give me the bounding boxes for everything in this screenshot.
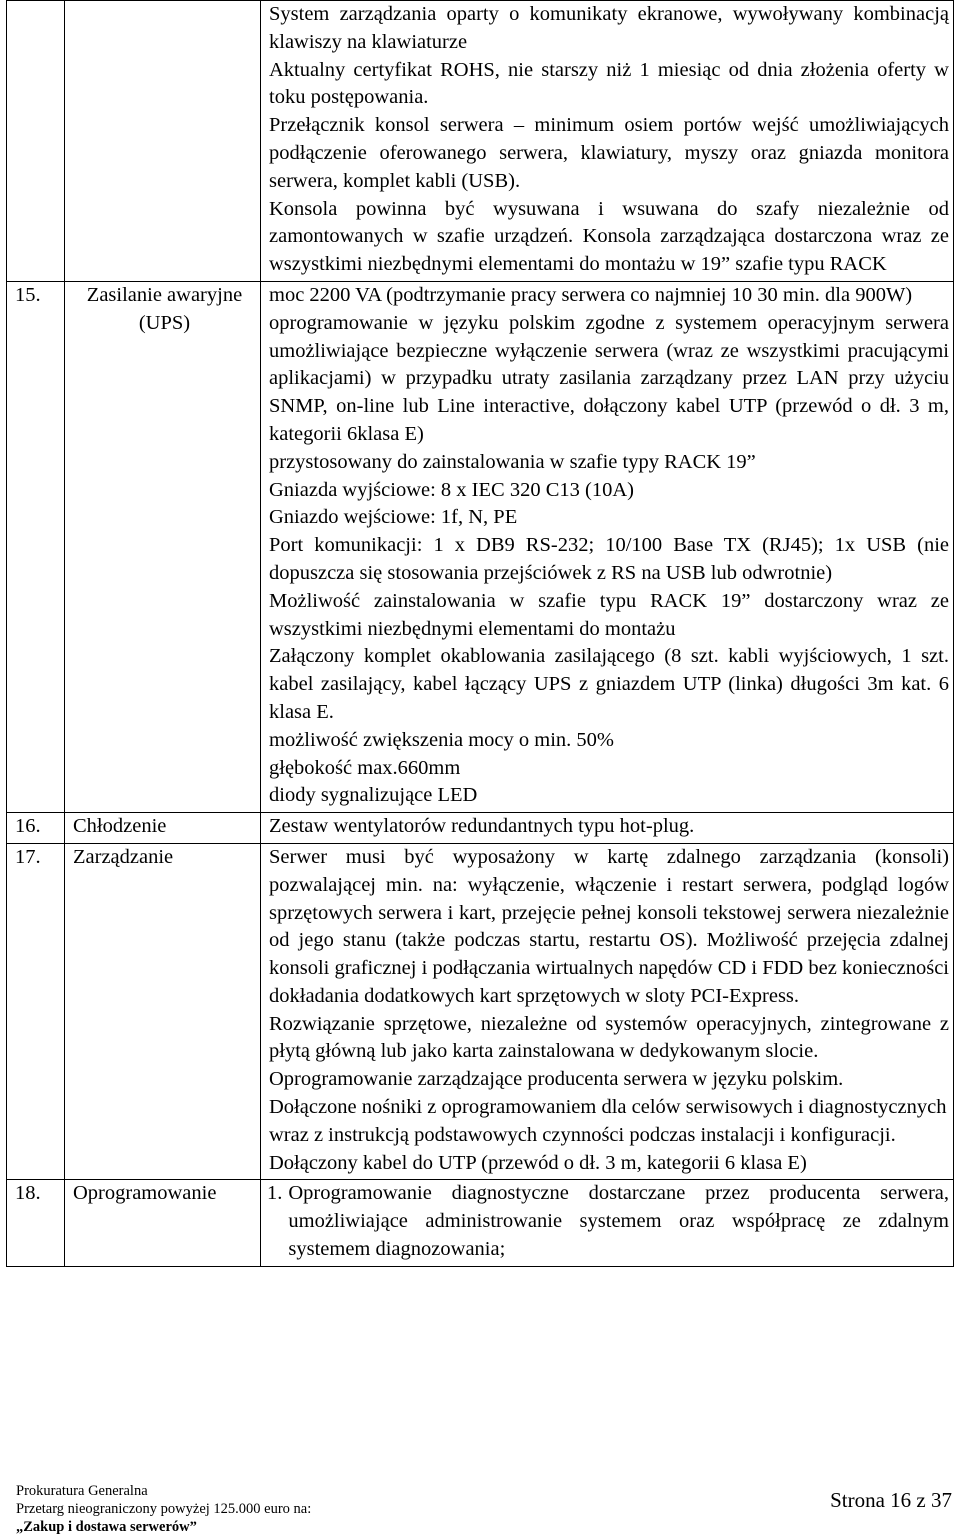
table-row — [7, 843, 954, 1180]
row-number: 17. — [7, 843, 65, 1180]
table-row — [7, 1, 954, 282]
footer-info — [16, 1482, 311, 1536]
description-line: Gniazdo wejściowe: 1f, N, PE — [269, 506, 518, 529]
description-line: Dołączony kabel do UTP (przewód o dł. 3 m, kategorii 6 klasa E) — [269, 1151, 807, 1174]
footer-subject: „Zakup i dostawa serwerów” — [16, 1519, 197, 1535]
row-name — [65, 1, 261, 282]
row-number: 15. — [7, 281, 65, 812]
row-name: Zasilanie awaryjne (UPS) — [65, 281, 261, 812]
row-name: Chłodzenie — [65, 813, 261, 844]
row-description — [261, 1, 954, 282]
description-line: Konsola powinna być wysuwana i wsuwana do szafy niezależnie od zamontowanych w szafie urządzeń. Konsola zarządzająca dostarczona wraz ze wszystkimi niezbędnymi elementami do montażu w 19” szafie typu RACK — [269, 197, 949, 276]
table-row — [7, 281, 954, 812]
row-description — [261, 281, 954, 812]
footer-organization: Prokuratura Generalna — [16, 1483, 148, 1499]
footer-tender: Przetarg nieograniczony powyżej 125.000 euro na: — [16, 1501, 312, 1517]
list-item-number: 1. — [267, 1182, 283, 1205]
table-row — [7, 813, 954, 844]
description-line: głębokość max.660mm — [269, 756, 461, 779]
description-line: Dołączone nośniki z oprogramowaniem dla celów serwisowych i diagnostycznych wraz z instrukcją podstawowych czynności podczas instalacji i konfiguracji. — [269, 1096, 947, 1146]
description-line: diody sygnalizujące LED — [269, 784, 478, 807]
description-line: Zestaw wentylatorów redundantnych typu hot-plug. — [269, 815, 695, 838]
row-description — [261, 843, 954, 1180]
row-description — [261, 813, 954, 844]
row-name: Oprogramowanie — [65, 1180, 261, 1266]
description-line: Aktualny certyfikat ROHS, nie starszy niż 1 miesiąc od dnia złożenia oferty w toku postępowania. — [269, 58, 949, 109]
description-line: Rozwiązanie sprzętowe, niezależne od systemów operacyjnych, zintegrowane z płytą główną lub jako karta zainstalowana w dedykowanym slocie. — [269, 1012, 949, 1063]
description-line: Oprogramowanie zarządzające producenta serwera w języku polskim. — [269, 1068, 844, 1091]
row-number: 16. — [7, 813, 65, 844]
table-row — [7, 1180, 954, 1266]
row-number — [7, 1, 65, 282]
description-line: możliwość zwiększenia mocy o min. 50% — [269, 728, 614, 751]
description-line: Możliwość zainstalowania w szafie typu RACK 19” dostarczony wraz ze wszystkimi niezbędnymi elementami do montażu — [269, 589, 949, 640]
description-line: Gniazda wyjściowe: 8 x IEC 320 C13 (10A) — [269, 478, 634, 501]
list-item — [269, 1180, 949, 1263]
description-line: moc 2200 VA (podtrzymanie pracy serwera co najmniej 10 30 min. dla 900W) — [269, 283, 913, 306]
description-line: Przełącznik konsol serwera – minimum osiem portów wejść umożliwiających podłączenie oferowanego serwera, klawiatury, myszy oraz gniazda monitora serwera, komplet kabli (USB). — [269, 114, 949, 192]
row-number: 18. — [7, 1180, 65, 1266]
row-description — [261, 1180, 954, 1266]
row-name: Zarządzanie — [65, 843, 261, 1180]
description-line: przystosowany do zainstalowania w szafie typy RACK 19” — [269, 450, 756, 473]
description-line: Serwer musi być wyposażony w kartę zdalnego zarządzania (konsoli) pozwalającej min. na: wyłączenie, włączenie i restart serwera, podgląd logów sprzętowych serwera i kart, przejęcie pełnej konsoli tekstowej serwera niezależnie od jego stanu (także podczas startu, restartu OS). Możliwość przejęcia zdalnej konsoli graficznej i podłączania wirtualnych napędów CD i FDD bez konieczności dokładania dodatkowych kart sprzętowych w sloty PCI-Express. — [269, 845, 949, 1007]
description-line: Załączony komplet okablowania zasilającego (8 szt. kabli wyjściowych, 1 szt. kabel zasilający, kabel łączący UPS z gniazdem UTP (linka) długości 3m kat. 6 klasa E. — [269, 645, 949, 723]
description-line: oprogramowanie w języku polskim zgodne z systemem operacyjnym serwera umożliwiające bezpieczne wyłączenie serwera (wraz ze wszystkimi pracującymi aplikacjami) w przypadku utraty zasilania zarządzany przez LAN przy użyciu SNMP, on-line lub Line interactive, dołączony kabel UTP (przewód o dł. 3 m, kategorii 6klasa E) — [269, 311, 949, 445]
page-number: Strona 16 z 37 — [830, 1488, 952, 1512]
description-line: Port komunikacji: 1 x DB9 RS-232; 10/100 Base TX (RJ45); 1x USB (nie dopuszcza się stosowania przejściówek z RS na USB lub odwrotnie) — [269, 534, 949, 584]
specification-table — [6, 0, 954, 1267]
description-line: System zarządzania oparty o komunikaty ekranowe, wywoływany kombinacją klawiszy na klawiaturze — [269, 3, 949, 53]
list-item-text: Oprogramowanie diagnostyczne dostarczane przez producenta serwera, umożliwiające administrowanie systemem oraz współpracę ze zdalnym systemem diagnozowania; — [288, 1182, 949, 1261]
